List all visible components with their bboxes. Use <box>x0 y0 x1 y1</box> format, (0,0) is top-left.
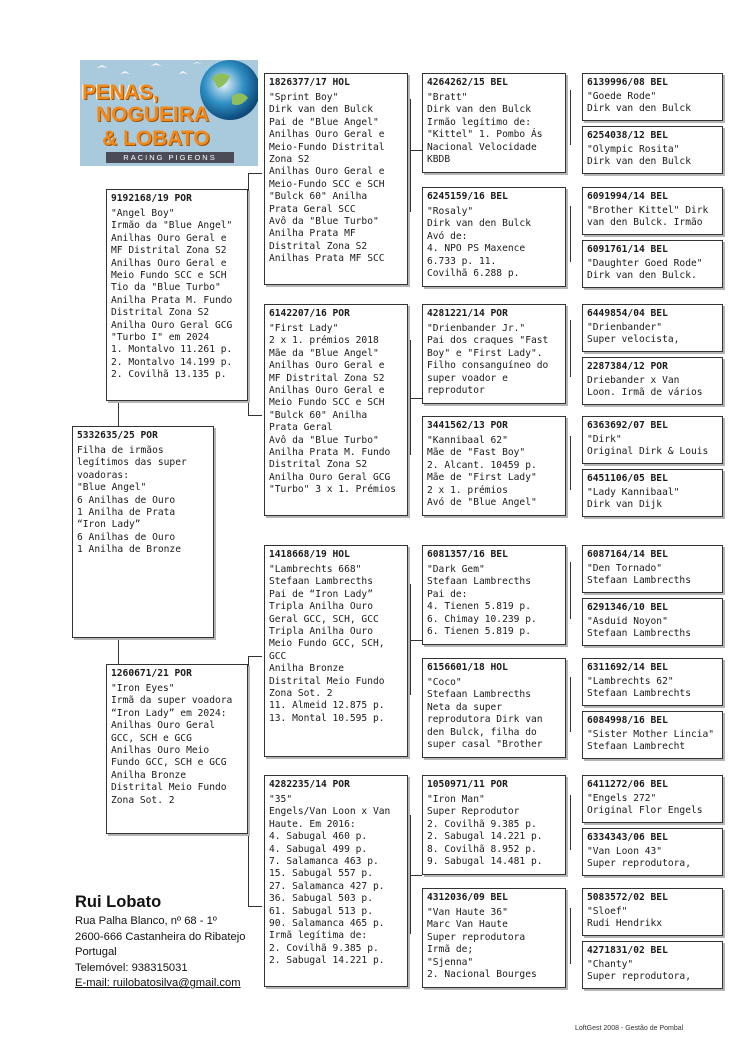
info-line: Distrital Zona S2 <box>111 307 210 319</box>
info-line: van den Bulck. Irmão <box>587 217 703 228</box>
info-line: Stefaan Lambrecths <box>427 689 531 701</box>
info-line: Meio Fundo GCC, SCH, <box>269 638 385 650</box>
info-line: 6 Anilhas de Ouro <box>77 494 176 506</box>
info-line: Neta da super <box>427 701 503 713</box>
owner-contact <box>75 892 245 992</box>
pedigree-sire <box>106 189 248 401</box>
info-line: Stefaan Lambrecths <box>269 576 373 588</box>
info-line: Meio Fundo SCC e SCH <box>111 270 227 282</box>
ring-number: 6091994/14 BEL <box>587 191 668 202</box>
info-line: legítimos das super <box>77 457 187 469</box>
pedigree-dam-sire <box>264 545 408 757</box>
info-line: 4. Tienen 5.819 p. <box>427 601 531 613</box>
pedigree-ggg-parent <box>582 941 723 989</box>
pedigree-great-grandparent <box>422 187 566 287</box>
ring-number: 6411272/06 BEL <box>587 779 668 790</box>
info-line: "Coco" <box>427 677 462 688</box>
info-line: Tripla Anilha Ouro <box>269 626 373 638</box>
info-line: "Den Tornado" <box>587 563 663 574</box>
info-line: Mãe da "Blue Angel" <box>269 347 379 359</box>
pedigree-great-grandparent <box>422 416 566 516</box>
ring-number: 4264262/15 BEL <box>427 77 508 88</box>
connector <box>248 656 249 906</box>
info-line: Irmão da "Blue Angel" <box>111 220 233 232</box>
info-line: "Bulck 60" Anilha <box>269 409 368 421</box>
pedigree-great-grandparent <box>422 658 566 758</box>
info-line: Dirk van den Bulck. <box>587 270 697 281</box>
info-line: Loon. Irmã de vários <box>587 387 703 398</box>
info-line: 1 Anilha de Prata <box>77 507 176 519</box>
pedigree-great-grandparent <box>422 304 566 404</box>
ring-number: 5083572/02 BEL <box>587 892 668 903</box>
info-line: "Sprint Boy" <box>269 92 339 103</box>
info-line: 9. Sabugal 14.481 p. <box>427 856 543 868</box>
info-line: voadoras: <box>77 469 129 481</box>
info-line: Engels/Van Loon x Van <box>269 806 391 818</box>
logo-text-line2: NOGUEIRA <box>96 103 210 126</box>
info-line: "Rosaly" <box>427 206 474 217</box>
ring-number: 6245159/16 BEL <box>427 191 508 202</box>
pedigree-dam-dam <box>264 775 408 987</box>
info-line: MF Distrital Zona S2 <box>269 372 385 384</box>
info-line: MF Distrital Zona S2 <box>111 245 227 257</box>
info-line: Anilhas Ouro Geral e <box>269 129 385 141</box>
info-line: Dirk van Dijk <box>587 499 663 510</box>
ring-number: 1826377/17 HOL <box>269 77 350 88</box>
logo-text-line1: PENAS, <box>82 81 159 104</box>
connector <box>570 908 571 964</box>
info-line: KBDB <box>427 154 451 166</box>
ring-number: 2287384/12 POR <box>587 361 668 372</box>
ring-number: 6334343/06 BEL <box>587 832 668 843</box>
info-line: Mãe de "First Lady" <box>427 472 537 484</box>
info-line: Avô da "Blue Turbo" <box>269 434 379 446</box>
info-line: "Olympic Rosita" <box>587 144 680 155</box>
info-line: "Blue Angel" <box>77 482 147 494</box>
pedigree-great-grandparent <box>422 73 566 173</box>
info-line: "Bulck 60" Anilha <box>269 191 368 203</box>
connector <box>570 206 571 262</box>
info-line: 36. Sabugal 503 p. <box>269 893 373 905</box>
ring-number: 4312036/09 BEL <box>427 892 508 903</box>
info-line: 1 Anilha de Bronze <box>77 544 181 556</box>
ring-number: 1418668/19 HOL <box>269 549 350 560</box>
info-line: super casal "Brother <box>427 739 543 751</box>
info-line: 2. Montalvo 14.199 p. <box>111 356 233 368</box>
ring-number: 6291346/10 BEL <box>587 602 668 613</box>
owner-country: Portugal <box>75 946 117 959</box>
connector <box>570 795 571 850</box>
info-line: GCC, SCH e GCG <box>111 732 192 744</box>
info-line: "Daughter Goed Rode" <box>587 258 703 269</box>
connector <box>248 656 262 657</box>
info-line: "Asduid Noyon" <box>587 616 668 627</box>
info-line: Fundo GCC, SCH e GCG <box>111 757 227 769</box>
ring-number: 1050971/11 POR <box>427 779 508 790</box>
owner-name: Rui Lobato <box>75 893 162 911</box>
info-line: "Drienbander Jr." <box>427 323 526 334</box>
owner-email-link[interactable]: E-mail: ruilobatosilva@gmail.com <box>75 977 241 990</box>
ring-number: 6311692/14 BEL <box>587 662 668 673</box>
pedigree-ggg-parent <box>582 711 723 759</box>
info-line: 2. Sabugal 14.221 p. <box>269 955 385 967</box>
connector <box>408 398 422 399</box>
info-line: Anilha Ouro Geral GCG <box>269 471 391 483</box>
info-line: Anilha Bronze <box>111 769 187 781</box>
footer-credit: LoftGest 2008 - Gestão de Pombal <box>575 1025 684 1032</box>
pedigree-subject <box>72 426 214 638</box>
info-line: 13. Montal 10.595 p. <box>269 712 385 724</box>
pedigree-ggg-parent <box>582 888 723 936</box>
info-line: "Sister Mother Lincia" <box>587 729 715 740</box>
info-line: "Kittel" 1. Pombo Ás <box>427 129 543 141</box>
info-line: "Turbo" 3 x 1. Prémios <box>269 484 397 496</box>
info-line: Dirk van den Bulck <box>587 156 691 167</box>
info-line: 4. NPO PS Maxence <box>427 243 526 255</box>
ring-number: 3441562/13 POR <box>427 420 508 431</box>
info-line: Anilhas Ouro Geral e <box>111 257 227 269</box>
connector <box>248 173 262 174</box>
info-line: "First Lady" <box>269 323 339 334</box>
info-line: Dirk van den Bulck <box>427 104 531 116</box>
info-line: "Lambrechts 668" <box>269 564 362 575</box>
info-line: 1. Montalvo 11.261 p. <box>111 344 233 356</box>
info-line: Dirk van den Bulck <box>269 104 373 116</box>
pedigree-ggg-parent <box>582 775 723 823</box>
info-line: Irmã legítima de: <box>269 930 368 942</box>
info-line: Irmã de; <box>427 944 474 956</box>
pedigree-ggg-parent <box>582 73 723 121</box>
loft-logo <box>80 60 258 166</box>
info-line: "Van Haute 36" <box>427 907 508 918</box>
info-line: Pai de "Blue Angel" <box>269 116 379 128</box>
info-line: Tripla Anilha Ouro <box>269 601 373 613</box>
info-line: 2. Covilhã 9.385 p. <box>269 942 379 954</box>
info-line: “Iron Lady” em 2024: <box>111 707 227 719</box>
info-line: 2. Covilhã 13.135 p. <box>111 369 227 381</box>
owner-address-line2: 2600-666 Castanheira do Ribatejo <box>75 930 246 943</box>
info-line: "Drienbander" <box>587 322 663 333</box>
info-line: Haute. Em 2016: <box>269 818 356 830</box>
connector <box>408 875 422 876</box>
info-line: Filha de irmãos <box>77 445 164 456</box>
info-line: Anilha Bronze <box>269 663 345 675</box>
connector <box>570 90 571 145</box>
ring-number: 6156601/18 HOL <box>427 662 508 673</box>
info-line: Zona Sot. 2 <box>269 688 333 700</box>
info-line: Geral GCC, SCH, GCC <box>269 613 379 625</box>
info-line: Prata Geral SCC <box>269 203 356 215</box>
info-line: Anilhas Ouro Geral e <box>269 385 385 397</box>
info-line: reprodutora Dirk van <box>427 714 543 726</box>
info-line: Pai de “Iron Lady” <box>269 588 373 600</box>
info-line: 7. Salamanca 463 p. <box>269 856 379 868</box>
info-line: "Angel Boy" <box>111 208 175 219</box>
info-line: 2. Alcant. 10459 p. <box>427 459 537 471</box>
pedigree-ggg-parent <box>582 240 723 288</box>
info-line: 2. Nacional Bourges <box>427 969 537 981</box>
info-line: "Engels 272" <box>587 793 657 804</box>
info-line: Anilhas Ouro Meio <box>111 745 210 757</box>
pedigree-ggg-parent <box>582 416 723 464</box>
ring-number: 9192168/19 POR <box>111 193 192 204</box>
info-line: Anilhas Ouro Geral <box>111 720 215 732</box>
info-line: Anilhas Prata MF SCC <box>269 253 385 265</box>
ring-number: 6081357/16 BEL <box>427 549 508 560</box>
pedigree-ggg-parent <box>582 545 723 593</box>
info-line: "Kannibaal 62" <box>427 435 508 446</box>
info-line: Avó de: <box>427 230 468 242</box>
pedigree-ggg-parent <box>582 658 723 706</box>
info-line: Anilhas Ouro Geral e <box>111 232 227 244</box>
info-line: Anilha Prata M. Fundo <box>269 447 391 459</box>
info-line: "Sjenna" <box>427 956 474 968</box>
info-line: 6 Anilhas de Ouro <box>77 531 176 543</box>
info-line: super voador e <box>427 372 508 384</box>
info-line: Zona Sot. 2 <box>111 794 175 806</box>
info-line: Boy" e "First Lady". <box>427 347 543 359</box>
info-line: Super velocista, <box>587 334 680 345</box>
info-line: 6.733 p. 11. <box>427 255 497 267</box>
connector <box>248 173 249 415</box>
info-line: 6. Chimay 10.239 p. <box>427 613 537 625</box>
connector <box>248 906 262 907</box>
connector <box>570 677 571 732</box>
pedigree-great-grandparent <box>422 545 566 645</box>
info-line: Nacional Velocidade <box>427 141 537 153</box>
info-line: Meio Fundo SCC e SCH <box>269 397 385 409</box>
info-line: 8. Covilhã 8.952 p. <box>427 843 537 855</box>
pedigree-great-grandparent <box>422 888 566 988</box>
ring-number: 4271831/02 BEL <box>587 945 668 956</box>
pedigree-ggg-parent <box>582 828 723 876</box>
info-line: Stefaan Lambrecths <box>587 628 691 639</box>
info-line: Stefaan Lambrecths <box>427 576 531 588</box>
info-line: den Bulck, filha do <box>427 726 537 738</box>
info-line: “Iron Lady” <box>77 519 141 531</box>
info-line: Dirk van den Bulck <box>587 103 691 114</box>
info-line: "Lady Kannibaal" <box>587 487 680 498</box>
pedigree-ggg-parent <box>582 187 723 235</box>
info-line: 27. Salamanca 427 p. <box>269 880 385 892</box>
info-line: Avô da "Blue Turbo" <box>269 216 379 228</box>
info-line: "Brother Kittel" Dirk <box>587 205 709 216</box>
logo-text-line3: & LOBATO <box>102 127 210 150</box>
info-line: "Iron Eyes" <box>111 683 175 694</box>
info-line: "Van Loon 43" <box>587 846 663 857</box>
info-line: Super Reprodutor <box>427 806 520 818</box>
info-line: Original Dirk & Louis <box>587 446 709 457</box>
pedigree-dam <box>106 664 248 834</box>
ring-number: 1260671/21 POR <box>111 668 192 679</box>
pedigree-ggg-parent <box>582 357 723 405</box>
info-line: Stefaan Lambrecht <box>587 741 686 752</box>
logo-tagline: RACING PIGEONS <box>106 152 234 163</box>
info-line: "Lambrechts 62" <box>587 676 674 687</box>
info-line: Stefaan Lambrechts <box>587 688 691 699</box>
pedigree-sire-sire <box>264 73 408 285</box>
info-line: Dirk van den Bulck <box>427 218 531 230</box>
info-line: Super reprodutora <box>427 931 526 943</box>
ring-number: 6254038/12 BEL <box>587 130 668 141</box>
info-line: "Chanty" <box>587 959 634 970</box>
info-line: "Goede Rode" <box>587 91 657 102</box>
info-line: 6. Tienen 5.819 p. <box>427 626 531 638</box>
info-line: "Iron Man" <box>427 794 485 805</box>
info-line: reprodutor <box>427 385 485 397</box>
info-line: Irmã da super voadora <box>111 695 233 707</box>
info-line: Filho consanguíneo do <box>427 360 549 372</box>
ring-number: 6087164/14 BEL <box>587 549 668 560</box>
info-line: Pai dos craques "Fast <box>427 335 549 347</box>
pedigree-sire-dam <box>264 304 408 516</box>
pedigree-ggg-parent <box>582 304 723 352</box>
ring-number: 6449854/04 BEL <box>587 308 668 319</box>
connector <box>570 320 571 377</box>
connector <box>408 150 422 151</box>
connector <box>248 415 262 416</box>
info-line: "Turbo I" em 2024 <box>111 332 210 344</box>
info-line: 90. Salamanca 465 p. <box>269 918 385 930</box>
info-line: Meio-Fundo SCC e SCH <box>269 178 385 190</box>
info-line: 2 x 1. prémios <box>427 484 508 496</box>
info-line: "35" <box>269 794 293 805</box>
info-line: "Sloef" <box>587 906 628 917</box>
ring-number: 6139996/08 BEL <box>587 77 668 88</box>
ring-number: 6142207/16 POR <box>269 308 350 319</box>
connector <box>408 640 422 641</box>
ring-number: 4282235/14 POR <box>269 779 350 790</box>
info-line: 15. Sabugal 557 p. <box>269 868 373 880</box>
info-line: Avó de "Blue Angel" <box>427 497 537 509</box>
info-line: Original Flor Engels <box>587 805 703 816</box>
info-line: Driebander x Van <box>587 375 680 386</box>
info-line: "Dirk" <box>587 434 622 445</box>
info-line: "Bratt" <box>427 92 468 103</box>
info-line: Anilha Prata MF <box>269 228 356 240</box>
pedigree-ggg-parent <box>582 469 723 517</box>
ring-number: 4281221/14 POR <box>427 308 508 319</box>
info-line: Distrital Meio Fundo <box>111 782 227 794</box>
info-line: 61. Sabugal 513 p. <box>269 905 373 917</box>
info-line: Distrital Meio Fundo <box>269 675 385 687</box>
ring-number: 5332635/25 POR <box>77 430 158 441</box>
info-line: Meio-Fundo Distrital <box>269 141 385 153</box>
info-line: Anilhas Ouro Geral e <box>269 166 385 178</box>
info-line: Anilha Ouro Geral GCG <box>111 319 233 331</box>
connector <box>570 562 571 619</box>
pedigree-ggg-parent <box>582 598 723 646</box>
info-line: Anilhas Ouro Geral e <box>269 360 385 372</box>
info-line: Distrital Zona S2 <box>269 240 368 252</box>
pedigree-great-grandparent <box>422 775 566 875</box>
connector <box>410 99 411 212</box>
ring-number: 6363692/07 BEL <box>587 420 668 431</box>
info-line: Irmão legítimo de: <box>427 116 531 128</box>
ring-number: 6091761/14 BEL <box>587 244 668 255</box>
info-line: Covilhã 6.288 p. <box>427 268 520 280</box>
info-line: "Dark Gem" <box>427 564 485 575</box>
info-line: Marc Van Haute <box>427 919 508 931</box>
ring-number: 6084998/16 BEL <box>587 715 668 726</box>
pedigree-ggg-parent <box>582 126 723 174</box>
info-line: Super reprodutora, <box>587 858 691 869</box>
info-line: 2 x 1. prémios 2018 <box>269 335 379 347</box>
info-line: GCC <box>269 650 287 662</box>
info-line: Anilha Prata M. Fundo <box>111 294 233 306</box>
info-line: Prata Geral <box>269 422 333 434</box>
info-line: 2. Sabugal 14.221 p. <box>427 831 543 843</box>
info-line: Distrital Zona S2 <box>269 459 368 471</box>
info-line: 11. Almeid 12.875 p. <box>269 700 385 712</box>
owner-address-line1: Rua Palha Blanco, nº 68 - 1º <box>75 915 217 927</box>
owner-phone: Telemóvel: 938315031 <box>75 961 188 974</box>
info-line: Super reprodutora, <box>587 971 691 982</box>
info-line: Zona S2 <box>269 154 310 166</box>
connector <box>570 436 571 490</box>
info-line: Tio da "Blue Turbo" <box>111 282 221 294</box>
info-line: Stefaan Lambrecths <box>587 575 691 586</box>
info-line: 4. Sabugal 499 p. <box>269 843 368 855</box>
info-line: 2. Covilhã 9.385 p. <box>427 818 537 830</box>
info-line: Rudi Hendrikx <box>587 918 663 929</box>
ring-number: 6451106/05 BEL <box>587 473 668 484</box>
info-line: 4. Sabugal 460 p. <box>269 831 368 843</box>
info-line: Mãe de "Fast Boy" <box>427 447 526 459</box>
info-line: Pai de: <box>427 588 468 600</box>
